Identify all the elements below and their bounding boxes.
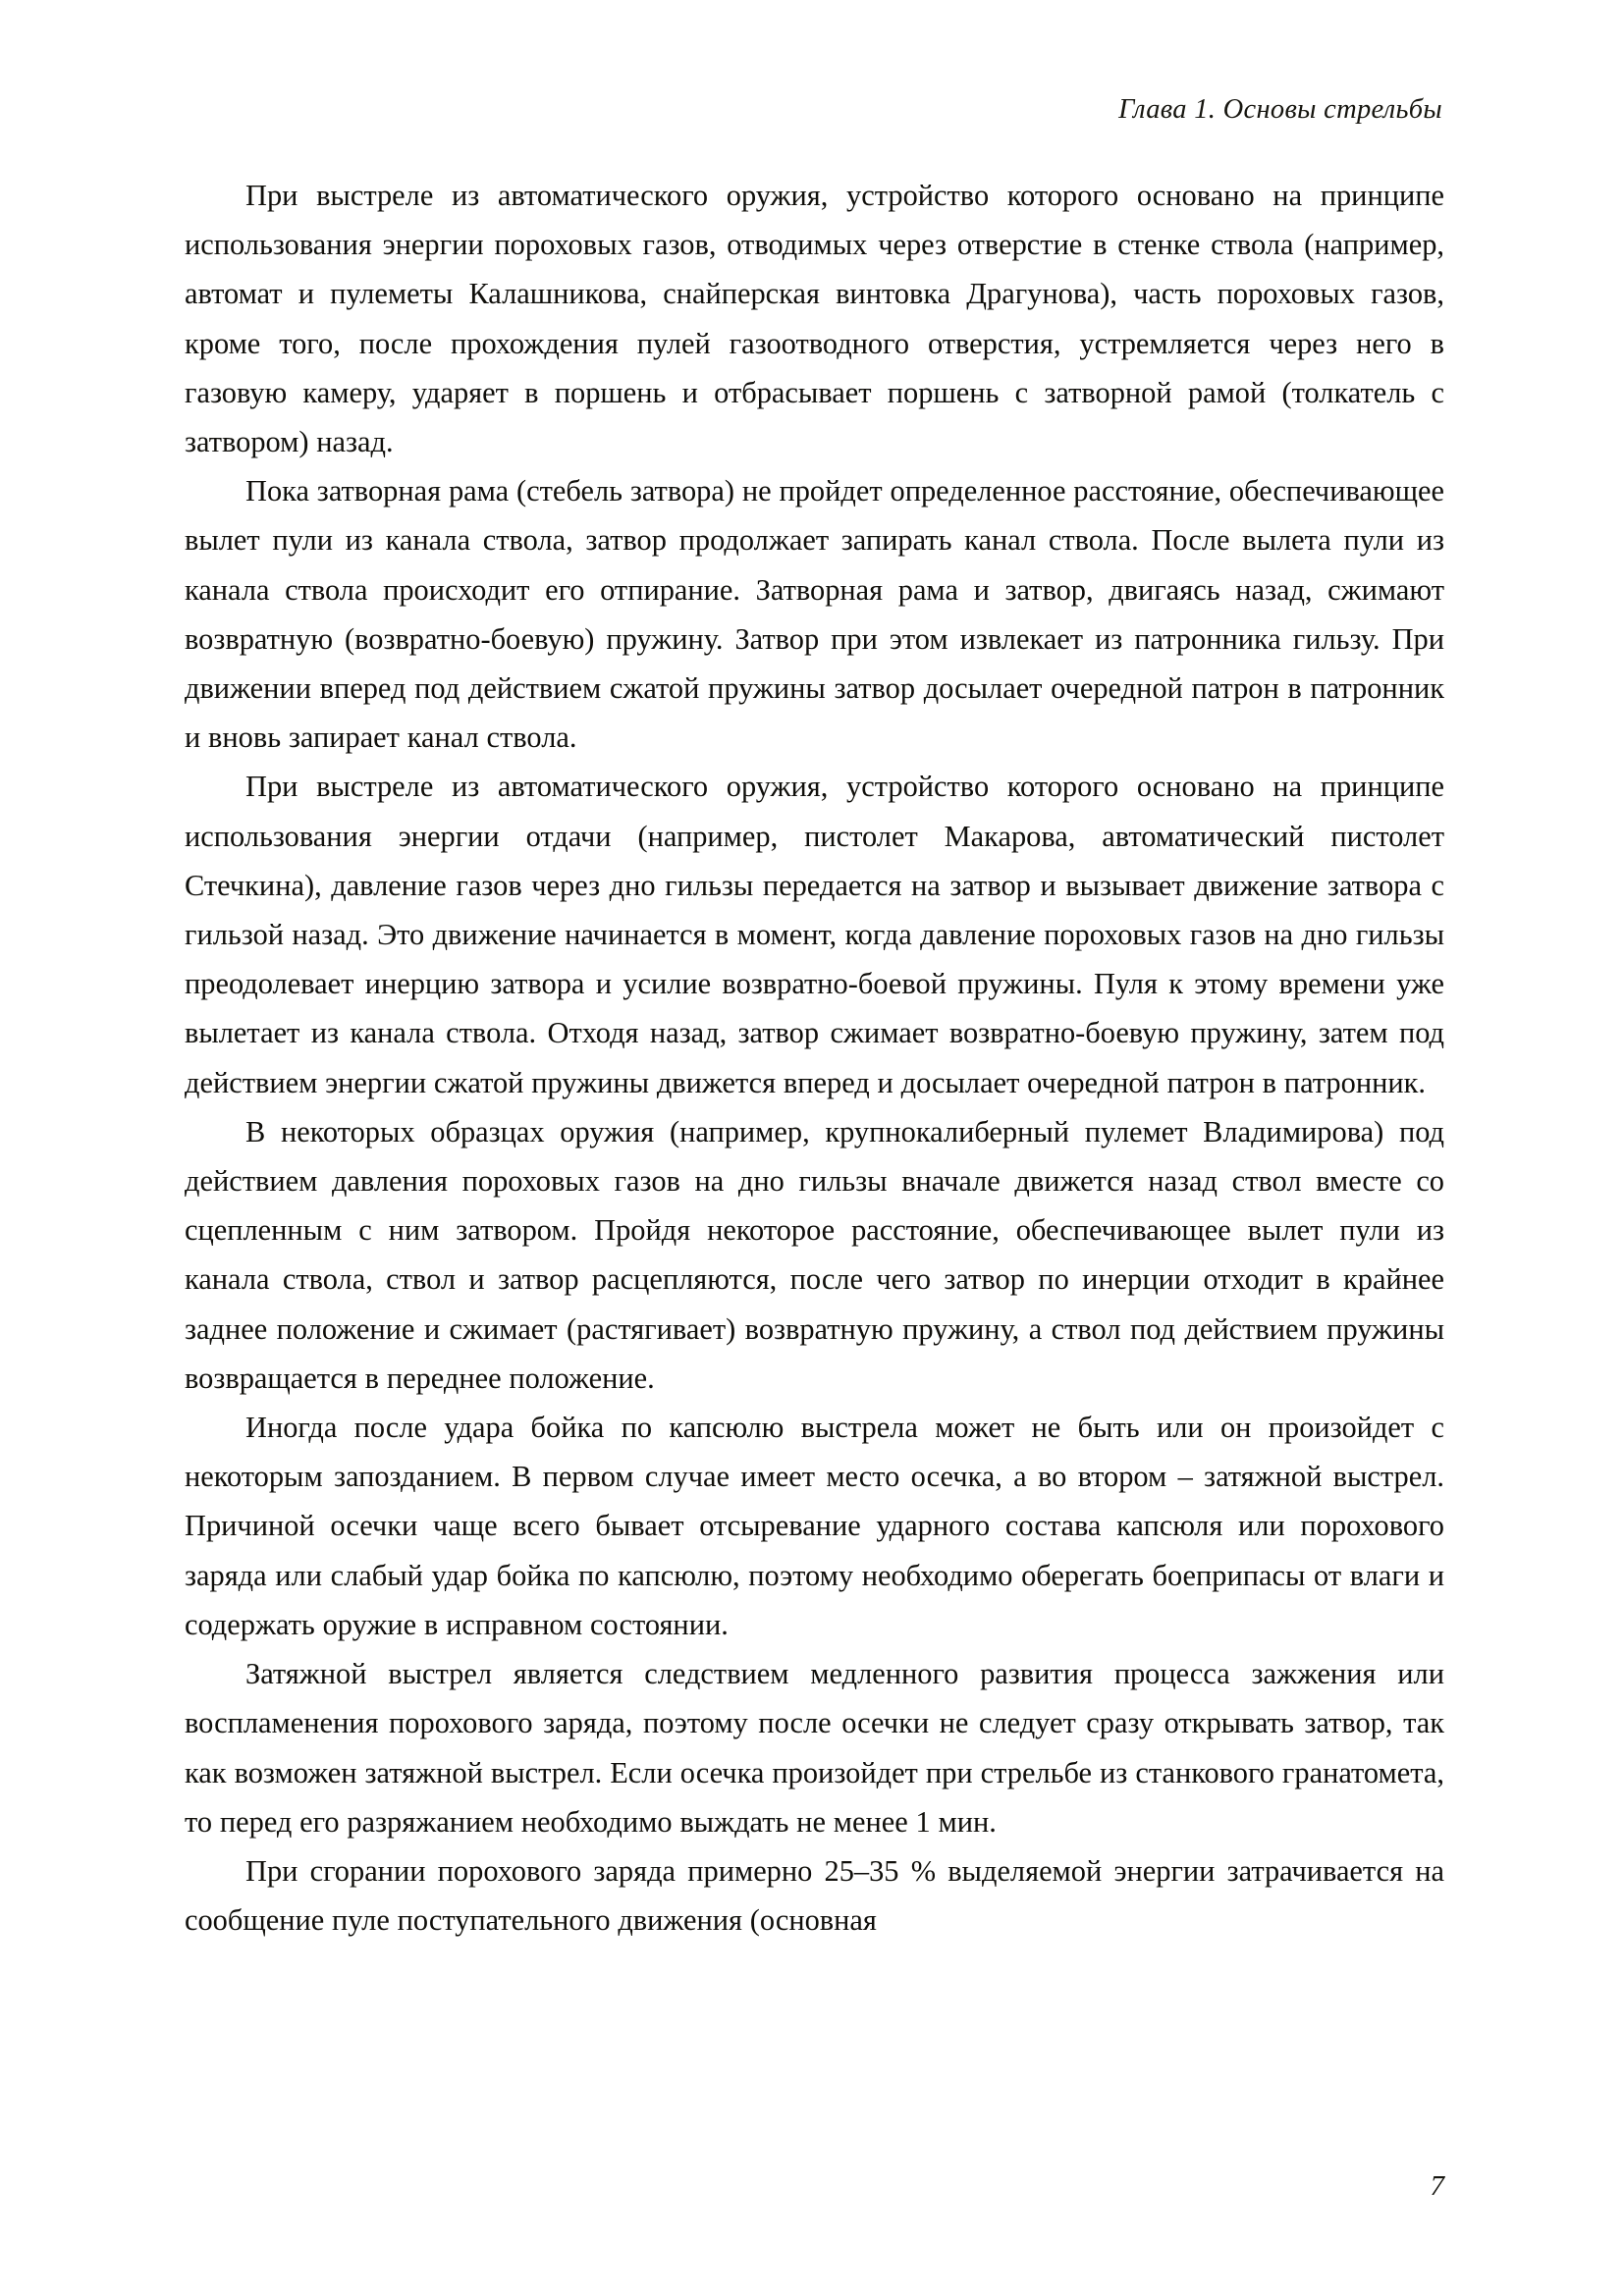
paragraph: Иногда после удара бойка по капсюлю выстрела может не быть или он произойдет с некоторым запозданием. В первом случае имеет место осечка, а во втором – затяжной выстрел. Причиной осечки чаще всего бывает отсыревание ударного состава капсюля или порохового заряда или слабый удар бойка по капсюлю, поэтому необходимо оберегать боеприпасы от влаги и содержать оружие в исправном состоянии. [185, 1411, 1444, 1641]
paragraph: Пока затворная рама (стебель затвора) не пройдет определенное расстояние, обеспечивающее вылет пули из канала ствола, затвор продолжает запирать канал ствола. После вылета пули из канала ствола происходит его отпирание. Затворная рама и затвор, двигаясь назад, сжимают возвратную (возвратно-боевую) пружину. Затвор при этом извлекает из патронника гильзу. При движении вперед под действием сжатой пружины затвор досылает очередной патрон в патронник и вновь запирает канал ствола. [185, 474, 1444, 755]
paragraph: В некоторых образцах оружия (например, крупнокалиберный пулемет Владимирова) под действием давления пороховых газов на дно гильзы вначале движется назад ствол вместе со сцепленным с ним затвором. Пройдя некоторое расстояние, обеспечивающее вылет пули из канала ствола, ствол и затвор расцепляются, после чего затвор по инерции отходит в крайнее заднее положение и сжимает (растягивает) возвратную пружину, а ствол под действием пружины возвращается в переднее положение. [185, 1114, 1444, 1395]
paragraph: При выстреле из автоматического оружия, устройство которого основано на принципе использования энергии пороховых газов, отводимых через отверстие в стенке ствола (например, автомат и пулеметы Калашникова, снайперская винтовка Драгунова), часть пороховых газов, кроме того, после прохождения пулей газоотводного отверстия, устремляется через него в газовую камеру, ударяет в поршень и отбрасывает поршень с затворной рамой (толкатель с затвором) назад. [185, 179, 1444, 459]
page-content-frame [185, 94, 1444, 1945]
running-head-chapter-title: Глава 1. Основы стрельбы [1118, 94, 1442, 125]
page-number: 7 [1430, 2170, 1444, 2202]
paragraph: При выстреле из автоматического оружия, устройство которого основано на принципе использования энергии отдачи (например, пистолет Макарова, автоматический пистолет Стечкина), давление газов через дно гильзы передается на затвор и вызывает движение затвора с гильзой назад. Это движение начинается в момент, когда давление пороховых газов на дно гильзы преодолевает инерцию затвора и усилие возвратно-боевой пружины. Пуля к этому времени уже вылетает из канала ствола. Отходя назад, затвор сжимает возвратно-боевую пружину, затем под действием энергии сжатой пружины движется вперед и досылает очередной патрон в патронник. [185, 770, 1444, 1099]
paragraph: Затяжной выстрел является следствием медленного развития процесса зажжения или воспламенения порохового заряда, поэтому после осечки не следует сразу открывать затвор, так как возможен затяжной выстрел. Если осечка произойдет при стрельбе из станкового гранатомета, то перед его разряжанием необходимо выждать не менее 1 мин. [185, 1657, 1444, 1839]
paragraph: При сгорании порохового заряда примерно 25–35 % выделяемой энергии затрачивается на сообщение пуле поступательного движения (основная [185, 1853, 1444, 1938]
body-text-column [185, 171, 1444, 1945]
